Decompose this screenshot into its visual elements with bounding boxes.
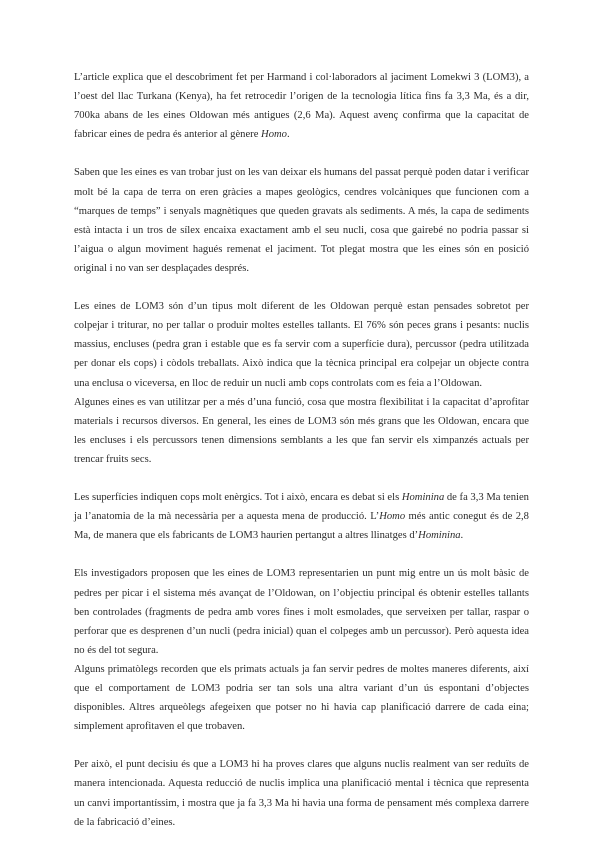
paragraph-1-text: L’article explica que el descobriment fet per Harmand i col·laboradors al jaciment Lomekwi 3 (LOM3), a l’oest del llac Turkana (Kenya), ha fet retrocedir l’origen de la tecnologia lítica fins fa 3,3 Ma, és a dir, 700ka abans de les eines Oldowan més antigues (2,6 Ma). Aquest avenç confirma que la capacitat de fabricar eines de pedra és anterior al gènere (74, 72, 529, 141)
paragraph-3-text: Les eines de LOM3 són d’un tipus molt diferent de les Oldowan perquè estan pensades sobretot per colpejar i triturar, no per tallar o produir moltes estelles tallants. El 76% són peces grans i pesants: nuclis massius, encluses (pedra gran i estable que es fa servir com a superfície dura), percussor (pedra utilitzada per donar els cops) i còdols treballats. Això indica que la tècnica principal era colpejar un objecte contra una enclusa o viceversa, en lloc de reduir un nucli amb cops controlats com es feia a l’Oldowan. (74, 301, 529, 389)
paragraph-5-italic-hominina-2: Hominina (418, 530, 461, 542)
paragraph-8-text: Per això, el punt decisiu és que a LOM3 hi ha proves clares que alguns nuclis realment van ser reduïts de manera intencionada. Aquesta reducció de nuclis implica una planificació mental i tècnica que representa un canvi importantíssim, i mostra que ja fa 3,3 Ma hi havia una forma de pensament més complexa darrere de la fabricació d’eines. (74, 759, 529, 828)
paragraph-5-text-mid: de fa 3,3 Ma tenien ja l’anatomia de la mà necessària per a aquesta mena de producció. L’ (74, 492, 529, 523)
paragraph-6 (74, 564, 529, 659)
paragraph-5 (74, 488, 529, 545)
paragraph-1-italic-homo: Homo (261, 129, 287, 141)
paragraph-7-text: Alguns primatòlegs recorden que els primats actuals ja fan servir pedres de moltes maneres diferents, així que el comportament de LOM3 podria ser tan sols una altra variant d’un ús espontani d’objectes disponibles. Altres arqueòlegs afegeixen que potser no hi havia cap planificació darrere de cada eina; simplement aprofitaven el que trobaven. (74, 663, 529, 733)
paragraph-5-text: Les superfícies indiquen cops molt enèrgics. Tot i això, encara es debat si els (74, 492, 402, 504)
paragraph-3 (74, 297, 529, 392)
paragraph-4-text: Algunes eines es van utilitzar per a més d’una funció, cosa que mostra flexibilitat i la capacitat d’aprofitar materials i recursos diversos. En general, les eines de LOM3 són més grans que les Oldowan, encara que les encluses i els percussors tenen dimensions semblants a les que fan servir els ximpanzés actuals per trencar fruits secs. (74, 396, 529, 465)
paragraph-5-text-mid2: més antic conegut és de 2,8 Ma, de manera que els fabricants de LOM3 haurien pertangut a altres llinatges d’ (74, 511, 529, 542)
paragraph-7 (74, 660, 529, 736)
paragraph-8 (74, 755, 529, 831)
paragraph-4 (74, 393, 529, 469)
document-body (74, 68, 529, 832)
paragraph-1 (74, 68, 529, 144)
paragraph-5-italic-hominina: Hominina (401, 492, 445, 504)
paragraph-6-text: Els investigadors proposen que les eines de LOM3 representarien un punt mig entre un ús molt bàsic de pedres per picar i el sistema més avançat de l’Oldowan, on l’objectiu principal és obtenir estelles tallants ben controlades (fragments de pedra amb vores fines i molt esmolades, que serveixen per tallar, raspar o perforar que es desprenen d’un nucli (pedra inicial) quan el colpeges amb un percussor). Però aquesta idea no és del tot segura. (74, 568, 529, 656)
paragraph-2 (74, 163, 529, 278)
paragraph-5-text-end: . (460, 530, 464, 542)
paragraph-2-text: Saben que les eines es van trobar just on les van deixar els humans del passat perquè poden datar i verificar molt bé la capa de terra on eren gràcies a mapes geològics, cendres volcàniques que funcionen com a “marques de temps” i senyals magnètiques que queden gravats als sediments. A més, la capa de sediments està intacta i un tros de sílex encaixa exactament amb el seu nucli, cosa que gairebé no podria passar si l’aigua o algun moviment hagués remenat el jaciment. Tot plegat mostra que les eines són en posició original i no van ser desplaçades després. (74, 167, 529, 274)
paragraph-5-italic-homo: Homo (379, 511, 406, 523)
paragraph-1-text-end: . (286, 129, 290, 141)
